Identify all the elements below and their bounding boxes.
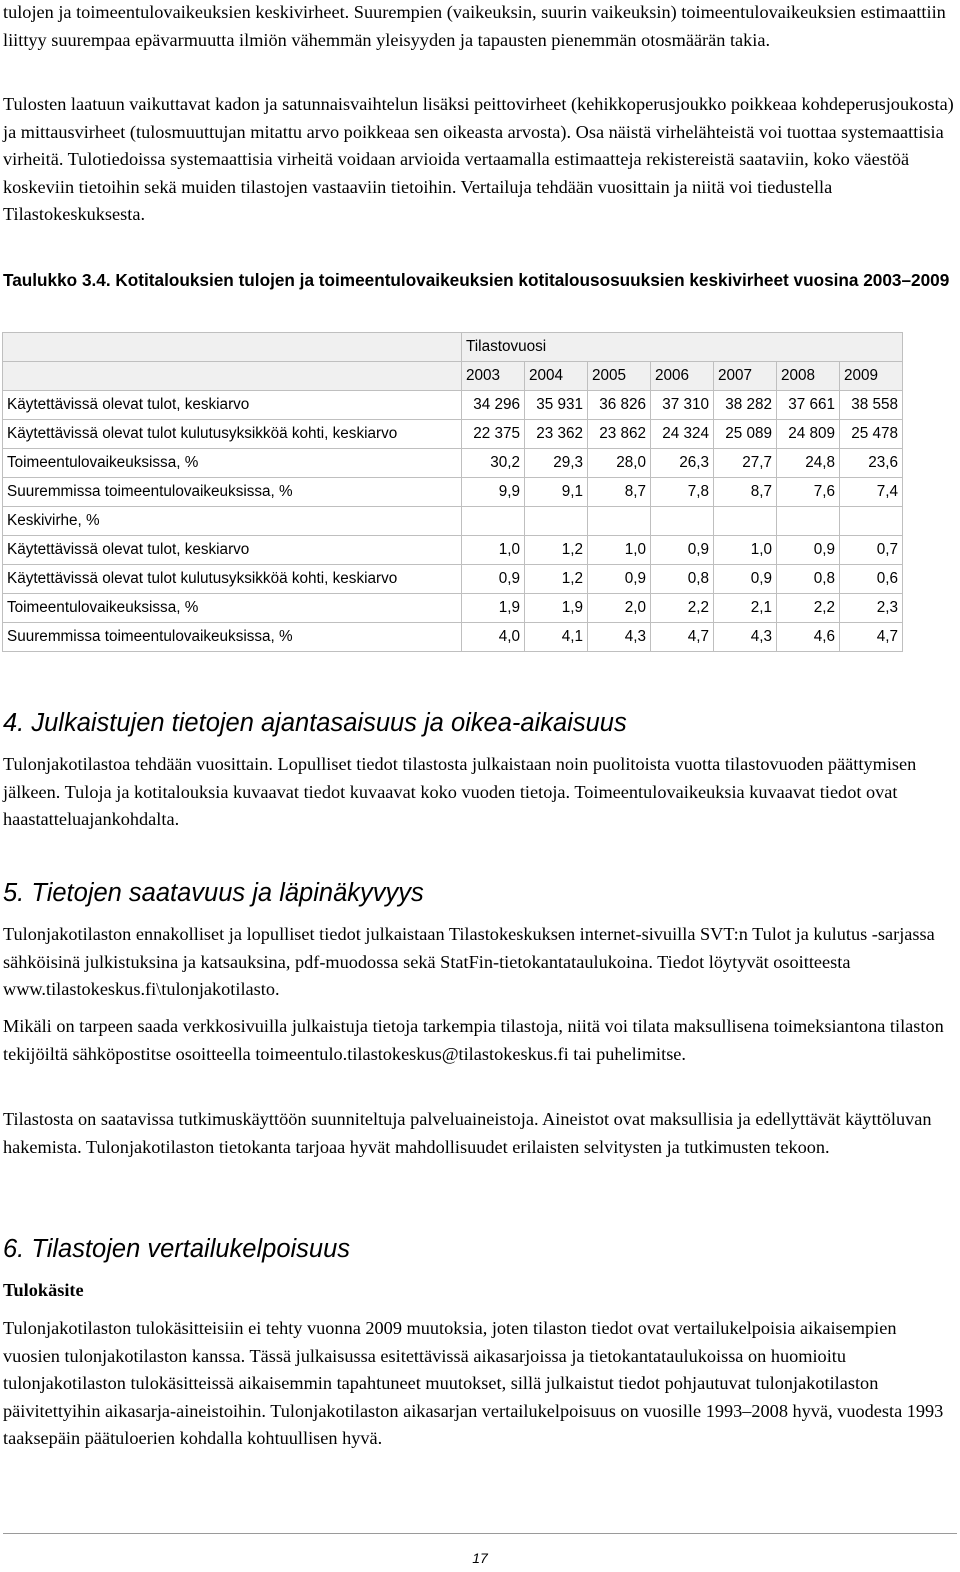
table-cell: 23 362 [525,420,588,449]
table-cell: 1,2 [525,536,588,565]
table-cell: 0,9 [651,536,714,565]
table-row [3,391,903,420]
table-cell: 24,8 [777,449,840,478]
table-cell: 28,0 [588,449,651,478]
page-number: 17 [472,1550,488,1566]
section-5-paragraph-3: Tilastosta on saatavissa tutkimuskäyttöön suunniteltuja palveluaineistoja. Aineistot ovat maksullisia ja edellyttävät käyttöluvan hakemista. Tulonjakotilaston tietokanta tarjoaa hyvät mahdollisuudet erilaisten selvitysten ja tutkimusten tekoon. [3,1109,932,1157]
table-cell: 9,1 [525,478,588,507]
table-row-label: Keskivirhe, % [3,507,462,536]
table-cell: 23 862 [588,420,651,449]
section-4-heading: 4. Julkaistujen tietojen ajantasaisuus ja oikea-aikaisuus [3,709,627,737]
section-6-subheading: Tulokäsite [3,1280,84,1300]
table-cell: 0,8 [777,565,840,594]
table-cell: 26,3 [651,449,714,478]
intro-paragraph-1: tulojen ja toimeentulovaikeuksien keskivirheet. Suurempien (vaikeuksin, suurin vaikeuksin) toimeentulovaikeuksien estimaattiin liittyy suurempaa epävarmuutta ilmiön vähemmän yleisyyden ja tapausten pienemmän otosmäärän takia. [3,2,946,50]
table-cell: 1,0 [714,536,777,565]
table-year-header: 2003 [462,362,525,391]
table-cell [777,507,840,536]
table-row-label: Käytettävissä olevat tulot, keskiarvo [3,536,462,565]
table-cell [588,507,651,536]
table-cell: 1,9 [525,594,588,623]
table-row-label: Toimeentulovaikeuksissa, % [3,449,462,478]
table-cell: 4,3 [588,623,651,652]
table-row-label: Käytettävissä olevat tulot, keskiarvo [3,391,462,420]
table-row-label: Suuremmissa toimeentulovaikeuksissa, % [3,623,462,652]
table-cell: 37 310 [651,391,714,420]
table-row-label: Suuremmissa toimeentulovaikeuksissa, % [3,478,462,507]
table-cell: 0,8 [651,565,714,594]
table-cell: 4,1 [525,623,588,652]
table-row [3,478,903,507]
table-cell: 36 826 [588,391,651,420]
table-cell [714,507,777,536]
table-row [3,449,903,478]
footer-divider [3,1533,957,1534]
table-row [3,536,903,565]
table-year-header: 2008 [777,362,840,391]
table-cell: 9,9 [462,478,525,507]
table-cell [840,507,903,536]
table-cell [462,507,525,536]
table-cell: 2,0 [588,594,651,623]
table-row [3,507,903,536]
table-cell: 1,2 [525,565,588,594]
table-cell: 25 089 [714,420,777,449]
section-6-heading: 6. Tilastojen vertailukelpoisuus [3,1235,351,1263]
table-cell: 38 282 [714,391,777,420]
table-group-header-row [3,333,903,362]
table-cell: 2,1 [714,594,777,623]
table-cell: 7,4 [840,478,903,507]
section-5-paragraph-1: Tulonjakotilaston ennakolliset ja lopulliset tiedot julkaistaan Tilastokeskuksen internet-sivuilla SVT:n Tulot ja kulutus -sarjassa sähköisinä julkistuksina ja katsauksina, pdf-muodossa sekä StatFin-tietokantataulukoina. Tiedot löytyvät osoitteesta www.tilastokeskus.fi\tulonjakotilasto. [3,924,935,999]
table-row [3,623,903,652]
table-cell: 34 296 [462,391,525,420]
table-year-header: 2007 [714,362,777,391]
table-row-label: Toimeentulovaikeuksissa, % [3,594,462,623]
table-year-header-row [3,362,903,391]
table-cell: 1,0 [462,536,525,565]
table-row [3,594,903,623]
section-5-paragraph-2: Mikäli on tarpeen saada verkkosivuilla julkaistuja tietoja tarkempia tilastoja, niitä voi tilata maksullisena toimeksiantona tilaston tekijöiltä sähköpostitse osoitteella toimeentulo.tilastokeskus@tilastokeskus.fi tai puhelimitse. [3,1016,944,1064]
table-cell: 22 375 [462,420,525,449]
table-cell: 1,9 [462,594,525,623]
table-cell: 27,7 [714,449,777,478]
table-corner-cell [3,333,462,362]
table-cell: 35 931 [525,391,588,420]
section-5-heading: 5. Tietojen saatavuus ja läpinäkyvyys [3,879,424,907]
table-cell: 4,0 [462,623,525,652]
table-cell: 29,3 [525,449,588,478]
table-row [3,565,903,594]
intro-paragraph-2: Tulosten laatuun vaikuttavat kadon ja satunnaisvaihtelun lisäksi peittovirheet (kehikkoperusjoukko poikkeaa kohdeperusjoukosta) ja mittausvirheet (tulosmuuttujan mitattu arvo poikkeaa sen oikeasta arvosta). Osa näistä virhelähteistä voi tuottaa systemaattisia virheitä. Tulotiedoissa systemaattisia virheitä voidaan arvioida vertaamalla estimaatteja rekistereistä saataviin, koko väestöä koskeviin tietoihin sekä muiden tilastojen vastaaviin tietoihin. Vertailuja tehdään vuosittain ja niitä voi tiedustella Tilastokeskuksesta. [3,94,954,224]
table-cell: 24 809 [777,420,840,449]
table-caption: Taulukko 3.4. Kotitalouksien tulojen ja toimeentulovaikeuksien kotitalousosuuksien keskivirheet vuosina 2003–2009 [3,270,950,290]
table-cell: 4,3 [714,623,777,652]
table-year-header: 2004 [525,362,588,391]
table-cell: 23,6 [840,449,903,478]
table-cell: 0,9 [462,565,525,594]
table-cell: 2,3 [840,594,903,623]
table-cell: 8,7 [588,478,651,507]
table-cell: 1,0 [588,536,651,565]
table-row-label: Käytettävissä olevat tulot kulutusyksikköä kohti, keskiarvo [3,420,462,449]
table-cell: 2,2 [651,594,714,623]
table-year-header: 2006 [651,362,714,391]
table-corner-cell [3,362,462,391]
table-row-label: Käytettävissä olevat tulot kulutusyksikköä kohti, keskiarvo [3,565,462,594]
table-cell: 0,6 [840,565,903,594]
table-cell: 38 558 [840,391,903,420]
section-6-paragraph: Tulonjakotilaston tulokäsitteisiin ei tehty vuonna 2009 muutoksia, joten tilaston tiedot ovat vertailukelpoisia aikaisempien vuosien tulonjakotilaston kanssa. Tässä julkaisussa esitettävissä aikasarjoissa ja tietokantataulukoissa on huomioitu tulonjakotilaston tulokäsitteissä aikaisemmin tapahtuneet muutokset, sillä julkaistut tiedot pohjautuvat tulonjakotilaston päivitettyihin aikasarja-aineistoihin. Tulonjakotilaston aikasarjan vertailukelpoisuus on vuosille 1993–2008 hyvä, vuodesta 1993 taaksepäin päätuloerien kohdalla kohtuullisen hyvä. [3,1318,944,1448]
table-cell: 4,6 [777,623,840,652]
table-cell: 37 661 [777,391,840,420]
table-cell: 24 324 [651,420,714,449]
table-cell: 30,2 [462,449,525,478]
table-year-header: 2005 [588,362,651,391]
table-year-header: 2009 [840,362,903,391]
statistics-table [2,332,903,652]
table-cell: 0,9 [588,565,651,594]
table-cell [525,507,588,536]
table-cell: 4,7 [840,623,903,652]
section-4-paragraph: Tulonjakotilastoa tehdään vuosittain. Lopulliset tiedot tilastosta julkaistaan noin puolitoista vuotta tilastovuoden päättymisen jälkeen. Tuloja ja kotitalouksia kuvaavat tiedot kuvaavat koko vuoden tietoja. Toimeentulovaikeuksia kuvaavat tiedot ovat haastatteluajankohdalta. [3,754,917,829]
table-cell: 2,2 [777,594,840,623]
table-group-header: Tilastovuosi [462,333,903,362]
table-cell: 4,7 [651,623,714,652]
table-cell [651,507,714,536]
table-cell: 0,7 [840,536,903,565]
table-cell: 0,9 [714,565,777,594]
table-cell: 7,8 [651,478,714,507]
table-row [3,420,903,449]
table-cell: 8,7 [714,478,777,507]
table-cell: 0,9 [777,536,840,565]
table-cell: 7,6 [777,478,840,507]
table-cell: 25 478 [840,420,903,449]
